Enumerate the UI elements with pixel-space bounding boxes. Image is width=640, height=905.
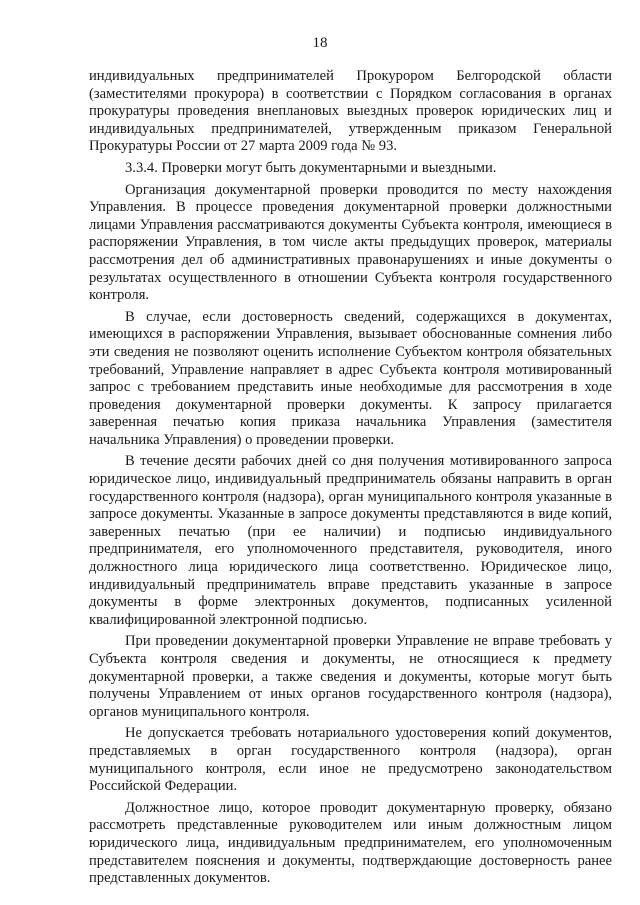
document-body (89, 68, 612, 892)
paragraph-official-obligations: Должностное лицо, которое проводит документарную проверку, обязано рассмотреть представленные руководителем или иным должностным лицом юридического лица, индивидуальным предпринимателем, его уполномоченным представителем пояснения и документы, подтверждающие достоверность ранее представленных документов. (89, 799, 612, 887)
paragraph-continuation: индивидуальных предпринимателей Прокурором Белгородской области (заместителями прокурора) в соответствии с Порядком согласования в органах прокуратуры проведения внеплановых выездных проверок юридических лиц и индивидуальных предпринимателей, утвержденным приказом Генеральной Прокуратуры России от 27 марта 2009 года № 93. (89, 68, 612, 155)
paragraph-not-entitled-to-require: При проведении документарной проверки Управление не вправе требовать у Субъекта контроля сведения и документы, не относящиеся к предмету документарной проверки, а также сведения и документы, которые могут быть получены Управлением от иных органов государственного контроля (надзора), органов муниципального контроля. (89, 633, 612, 720)
paragraph-documentary-inspection-organization: Организация документарной проверки проводится по месту нахождения Управления. В процессе проведения документарной проверки должностными лицами Управления рассматриваются документы Субъекта контроля, имеющиеся в распоряжении Управления, в том числе акты предыдущих проверок, материалы рассмотрения дел об административных правонарушениях и иные документы о результатах осуществленного в отношении Субъекта контроля государственного контроля. (89, 181, 612, 304)
paragraph-ten-working-days: В течение десяти рабочих дней со дня получения мотивированного запроса юридическое лицо, индивидуальный предприниматель обязаны направить в орган государственного контроля (надзора), орган муниципального контроля указанные в запросе документы. Указанные в запросе документы представляются в виде копий, заверенных печатью (при ее наличии) и подписью индивидуального предпринимателя, его уполномоченного представителя, руководителя, иного должностного лица юридического лица соответственно. Юридическое лицо, индивидуальный предприниматель вправе представить указанные в запросе документы в форме электронных документов, подписанных усиленной квалифицированной электронной подписью. (89, 453, 612, 628)
paragraph-reasoned-request: В случае, если достоверность сведений, содержащихся в документах, имеющихся в распоряжении Управления, вызывает обоснованные сомнения либо эти сведения не позволяют оценить исполнение Субъектом контроля обязательных требований, Управление направляет в адрес Субъекта контроля мотивированный запрос с требованием представить иные необходимые для рассмотрения в ходе проведения документарной проверки документы. К запросу прилагается заверенная печатью копия приказа начальника Управления (заместителя начальника Управления) о проведении проверки. (89, 308, 612, 448)
paragraph-section-3-3-4: 3.3.4. Проверки могут быть документарными и выездными. (125, 159, 497, 176)
page-number: 18 (312, 35, 328, 51)
paragraph-notarization-not-allowed: Не допускается требовать нотариального удостоверения копий документов, представляемых в орган государственного контроля (надзора), орган муниципального контроля, если иное не предусмотрено законодательством Российской Федерации. (89, 725, 612, 795)
